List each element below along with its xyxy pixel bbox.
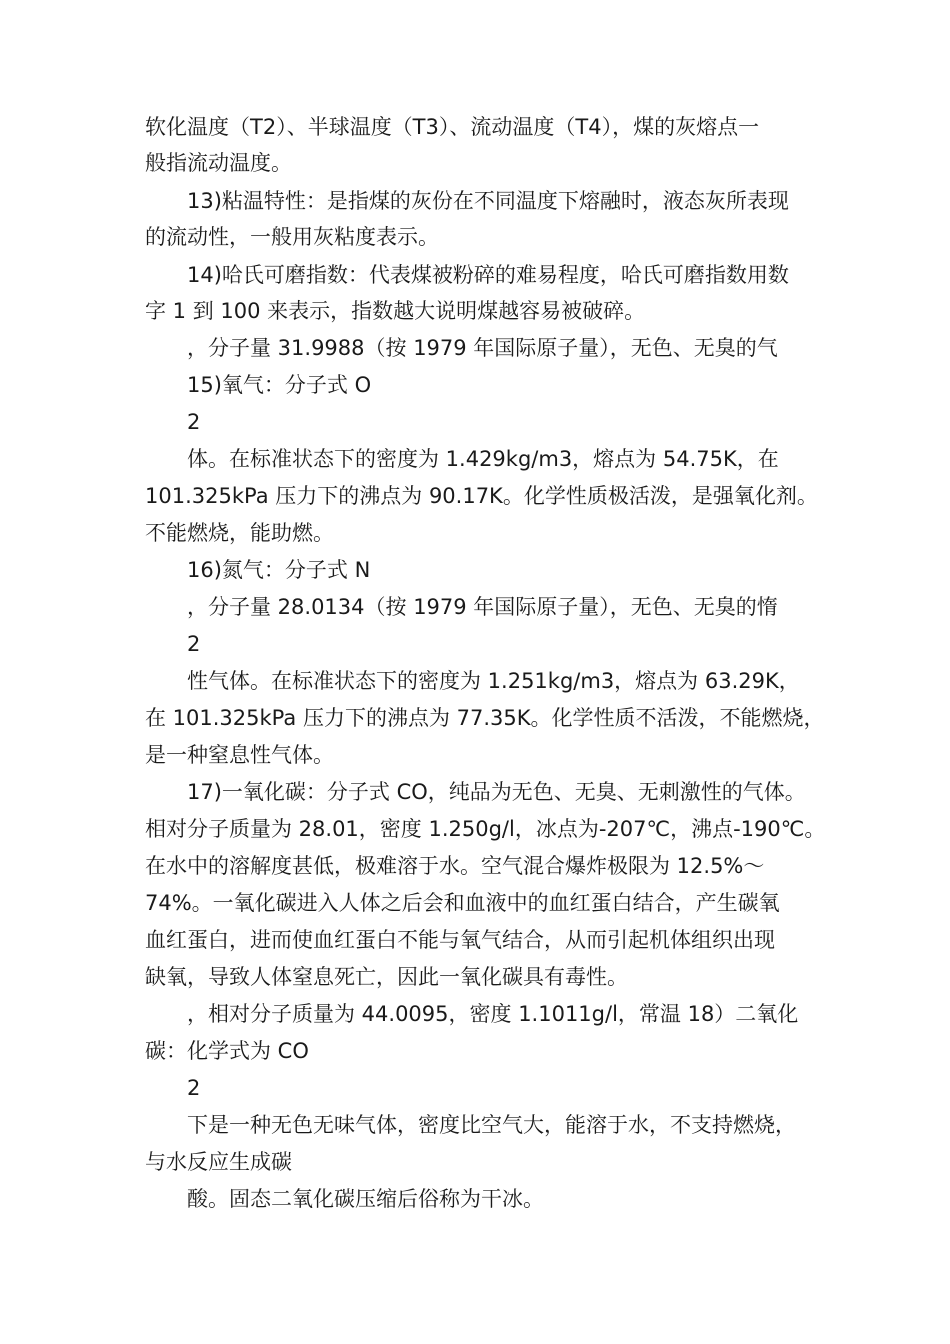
text-line: 软化温度（T2）、半球温度（T3）、流动温度（T4），煤的灰熔点一: [145, 115, 760, 139]
text-line: 体。在标准状态下的密度为 1.429kg/m3，熔点为 54.75K，在: [187, 447, 779, 471]
text-line: 与水反应生成碳: [145, 1150, 292, 1174]
text-line: 101.325kPa 压力下的沸点为 90.17K。化学性质极活泼，是强氧化剂。: [145, 484, 818, 508]
subscript-line: 2: [187, 410, 201, 434]
text-line: 下是一种无色无味气体，密度比空气大，能溶于水，不支持燃烧，: [187, 1113, 796, 1137]
text-line: ，分子量 31.9988（按 1979 年国际原子量），无色、无臭的气: [187, 336, 778, 360]
text-line: 13)粘温特性：是指煤的灰份在不同温度下熔融时，液态灰所表现: [187, 189, 789, 213]
text-line: 15)氧气：分子式 O: [187, 373, 372, 397]
text-line: 的流动性，一般用灰粘度表示。: [145, 225, 439, 249]
text-line: 74%。一氧化碳进入人体之后会和血液中的血红蛋白结合，产生碳氧: [145, 891, 780, 915]
text-line: 血红蛋白，进而使血红蛋白不能与氧气结合，从而引起机体组织出现: [145, 928, 775, 952]
text-line: 字 1 到 100 来表示，指数越大说明煤越容易被破碎。: [145, 299, 646, 323]
text-line: 相对分子质量为 28.01，密度 1.250g/l，冰点为-207℃，沸点-190℃。: [145, 817, 826, 841]
text-line: 是一种窒息性气体。: [145, 743, 334, 767]
text-line: 碳：化学式为 CO: [145, 1039, 309, 1063]
text-line: 在水中的溶解度甚低，极难溶于水。空气混合爆炸极限为 12.5%～: [145, 854, 765, 878]
subscript-line: 2: [187, 632, 201, 656]
text-line: 般指流动温度。: [145, 151, 292, 175]
text-line: 酸。固态二氧化碳压缩后俗称为干冰。: [187, 1187, 544, 1211]
text-line: 14)哈氏可磨指数：代表煤被粉碎的难易程度，哈氏可磨指数用数: [187, 263, 789, 287]
text-line: ，分子量 28.0134（按 1979 年国际原子量），无色、无臭的惰: [187, 595, 778, 619]
text-line: ，相对分子质量为 44.0095，密度 1.1011g/l，常温 18）二氧化: [187, 1002, 799, 1026]
text-line: 16)氮气：分子式 N: [187, 558, 371, 582]
text-line: 不能燃烧，能助燃。: [145, 521, 334, 545]
text-line: 在 101.325kPa 压力下的沸点为 77.35K。化学性质不活泼，不能燃烧，: [145, 706, 825, 730]
text-line: 缺氧，导致人体窒息死亡，因此一氧化碳具有毒性。: [145, 965, 628, 989]
subscript-line: 2: [187, 1076, 201, 1100]
text-line: 性气体。在标准状态下的密度为 1.251kg/m3，熔点为 63.29K，: [187, 669, 800, 693]
text-line: 17)一氧化碳：分子式 CO，纯品为无色、无臭、无刺激性的气体。: [187, 780, 806, 804]
